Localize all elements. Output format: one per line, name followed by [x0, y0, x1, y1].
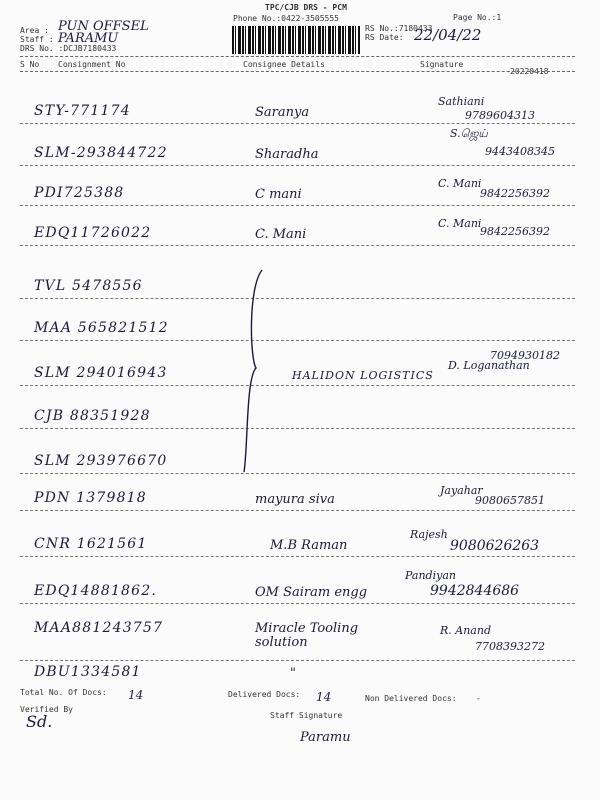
staff-signature: Paramu: [300, 730, 351, 745]
drs-number: DRS No. :DCJB7180433: [20, 44, 117, 53]
rs-date-value: 22/04/22: [414, 26, 482, 44]
total-docs-label: Total No. Of Docs:: [20, 688, 107, 697]
consignee-name: OM Sairam engg: [255, 585, 368, 600]
date-code: 20220418: [510, 67, 549, 76]
consignment-number: SLM 294016943: [34, 365, 168, 381]
area-label: Area :: [20, 26, 49, 35]
rs-number: RS No.:7180433: [365, 24, 433, 33]
total-docs-value: 14: [128, 688, 144, 702]
barcode: [232, 26, 360, 54]
signature: C. Mani: [438, 177, 482, 190]
header-divider: [20, 56, 575, 57]
signature: Rajesh: [410, 528, 448, 541]
consignment-number: SLM 293976670: [34, 453, 168, 469]
col-signature: Signature: [420, 60, 464, 69]
consignee-name: Sharadha: [255, 147, 319, 162]
signature: S.ஜெய்: [450, 127, 488, 140]
consignment-number: DBU1334581: [34, 664, 142, 680]
table-row: [20, 278, 580, 318]
signature: C. Mani: [438, 217, 482, 230]
col-consignment: Consignment No: [58, 60, 126, 69]
consignee-name: ": [290, 666, 296, 681]
verified-by-signature: Sd.: [26, 712, 53, 731]
group-brace: [240, 268, 270, 474]
table-row: [20, 127, 580, 185]
consignee-name: Miracle Tooling solution: [255, 621, 359, 650]
page-number: Page No.:1: [453, 13, 502, 22]
table-row: [20, 408, 580, 448]
table-row: [20, 177, 580, 225]
consignee-name: Saranya: [255, 105, 310, 120]
signature: Pandiyan: [405, 569, 456, 582]
consignee-name: M.B Raman: [270, 538, 348, 553]
consignee-name: C mani: [255, 187, 302, 202]
phone: 9443408345: [485, 145, 555, 158]
delivered-docs-value: 14: [316, 690, 332, 704]
phone: 9942844686: [430, 583, 520, 599]
consignment-number: STY-771174: [34, 103, 131, 119]
consignment-number: PDN 1379818: [34, 490, 147, 506]
consignment-number: MAA881243757: [34, 620, 164, 636]
signature: Sathiani: [438, 95, 485, 108]
phone: 9080626263: [450, 538, 540, 554]
signature: D. Loganathan: [448, 359, 530, 372]
col-consignee: Consignee Details: [243, 60, 325, 69]
verified-by-label: Verified By: [20, 705, 73, 714]
column-divider: [20, 71, 575, 72]
signature: Jayahar: [440, 484, 483, 497]
consignment-number: TVL 5478556: [34, 278, 143, 294]
non-delivered-docs-value: -: [476, 694, 481, 703]
consignment-number: EDQ14881862.: [34, 583, 158, 599]
signature: R. Anand: [440, 624, 491, 637]
table-row: [20, 217, 580, 265]
consignee-name: mayura siva: [255, 492, 335, 507]
table-row: [20, 484, 580, 530]
phone-number: Phone No.:0422-3505555: [233, 14, 339, 23]
non-delivered-docs-label: Non Delivered Docs:: [365, 694, 457, 703]
table-row: [20, 95, 580, 143]
col-sno: S No: [20, 60, 40, 69]
consignment-number: EDQ11726022: [34, 225, 152, 241]
area-value: PUN OFFSEL: [58, 19, 149, 34]
phone: 9080657851: [475, 494, 545, 507]
phone: 9842256392: [480, 187, 550, 200]
phone: 7094930182: [490, 349, 560, 362]
consignment-number: MAA 565821512: [34, 320, 169, 336]
consignment-number: SLM-293844722: [34, 145, 168, 161]
consignment-number: PDI725388: [34, 185, 125, 201]
consignment-number: CJB 88351928: [34, 408, 151, 424]
consignment-number: CNR 1621561: [34, 536, 148, 552]
phone: 7708393272: [475, 640, 545, 653]
consignee-name: C. Mani: [255, 227, 307, 242]
table-row: [20, 569, 580, 623]
rs-date-label: RS Date:: [365, 33, 404, 42]
table-row: [20, 453, 580, 493]
consignee-name: HALIDON LOGISTICS: [292, 369, 434, 382]
document-title: TPC/CJB DRS - PCM: [265, 3, 347, 12]
table-row: [20, 620, 580, 660]
staff-signature-label: Staff Signature: [270, 711, 343, 720]
staff-label: Staff :: [20, 35, 54, 44]
table-row: [20, 349, 580, 405]
staff-value: PARAMU: [58, 31, 119, 46]
table-row: [20, 528, 580, 576]
phone: 9842256392: [480, 225, 550, 238]
delivered-docs-label: Delivered Docs:: [228, 690, 301, 699]
phone: 9789604313: [465, 109, 535, 122]
